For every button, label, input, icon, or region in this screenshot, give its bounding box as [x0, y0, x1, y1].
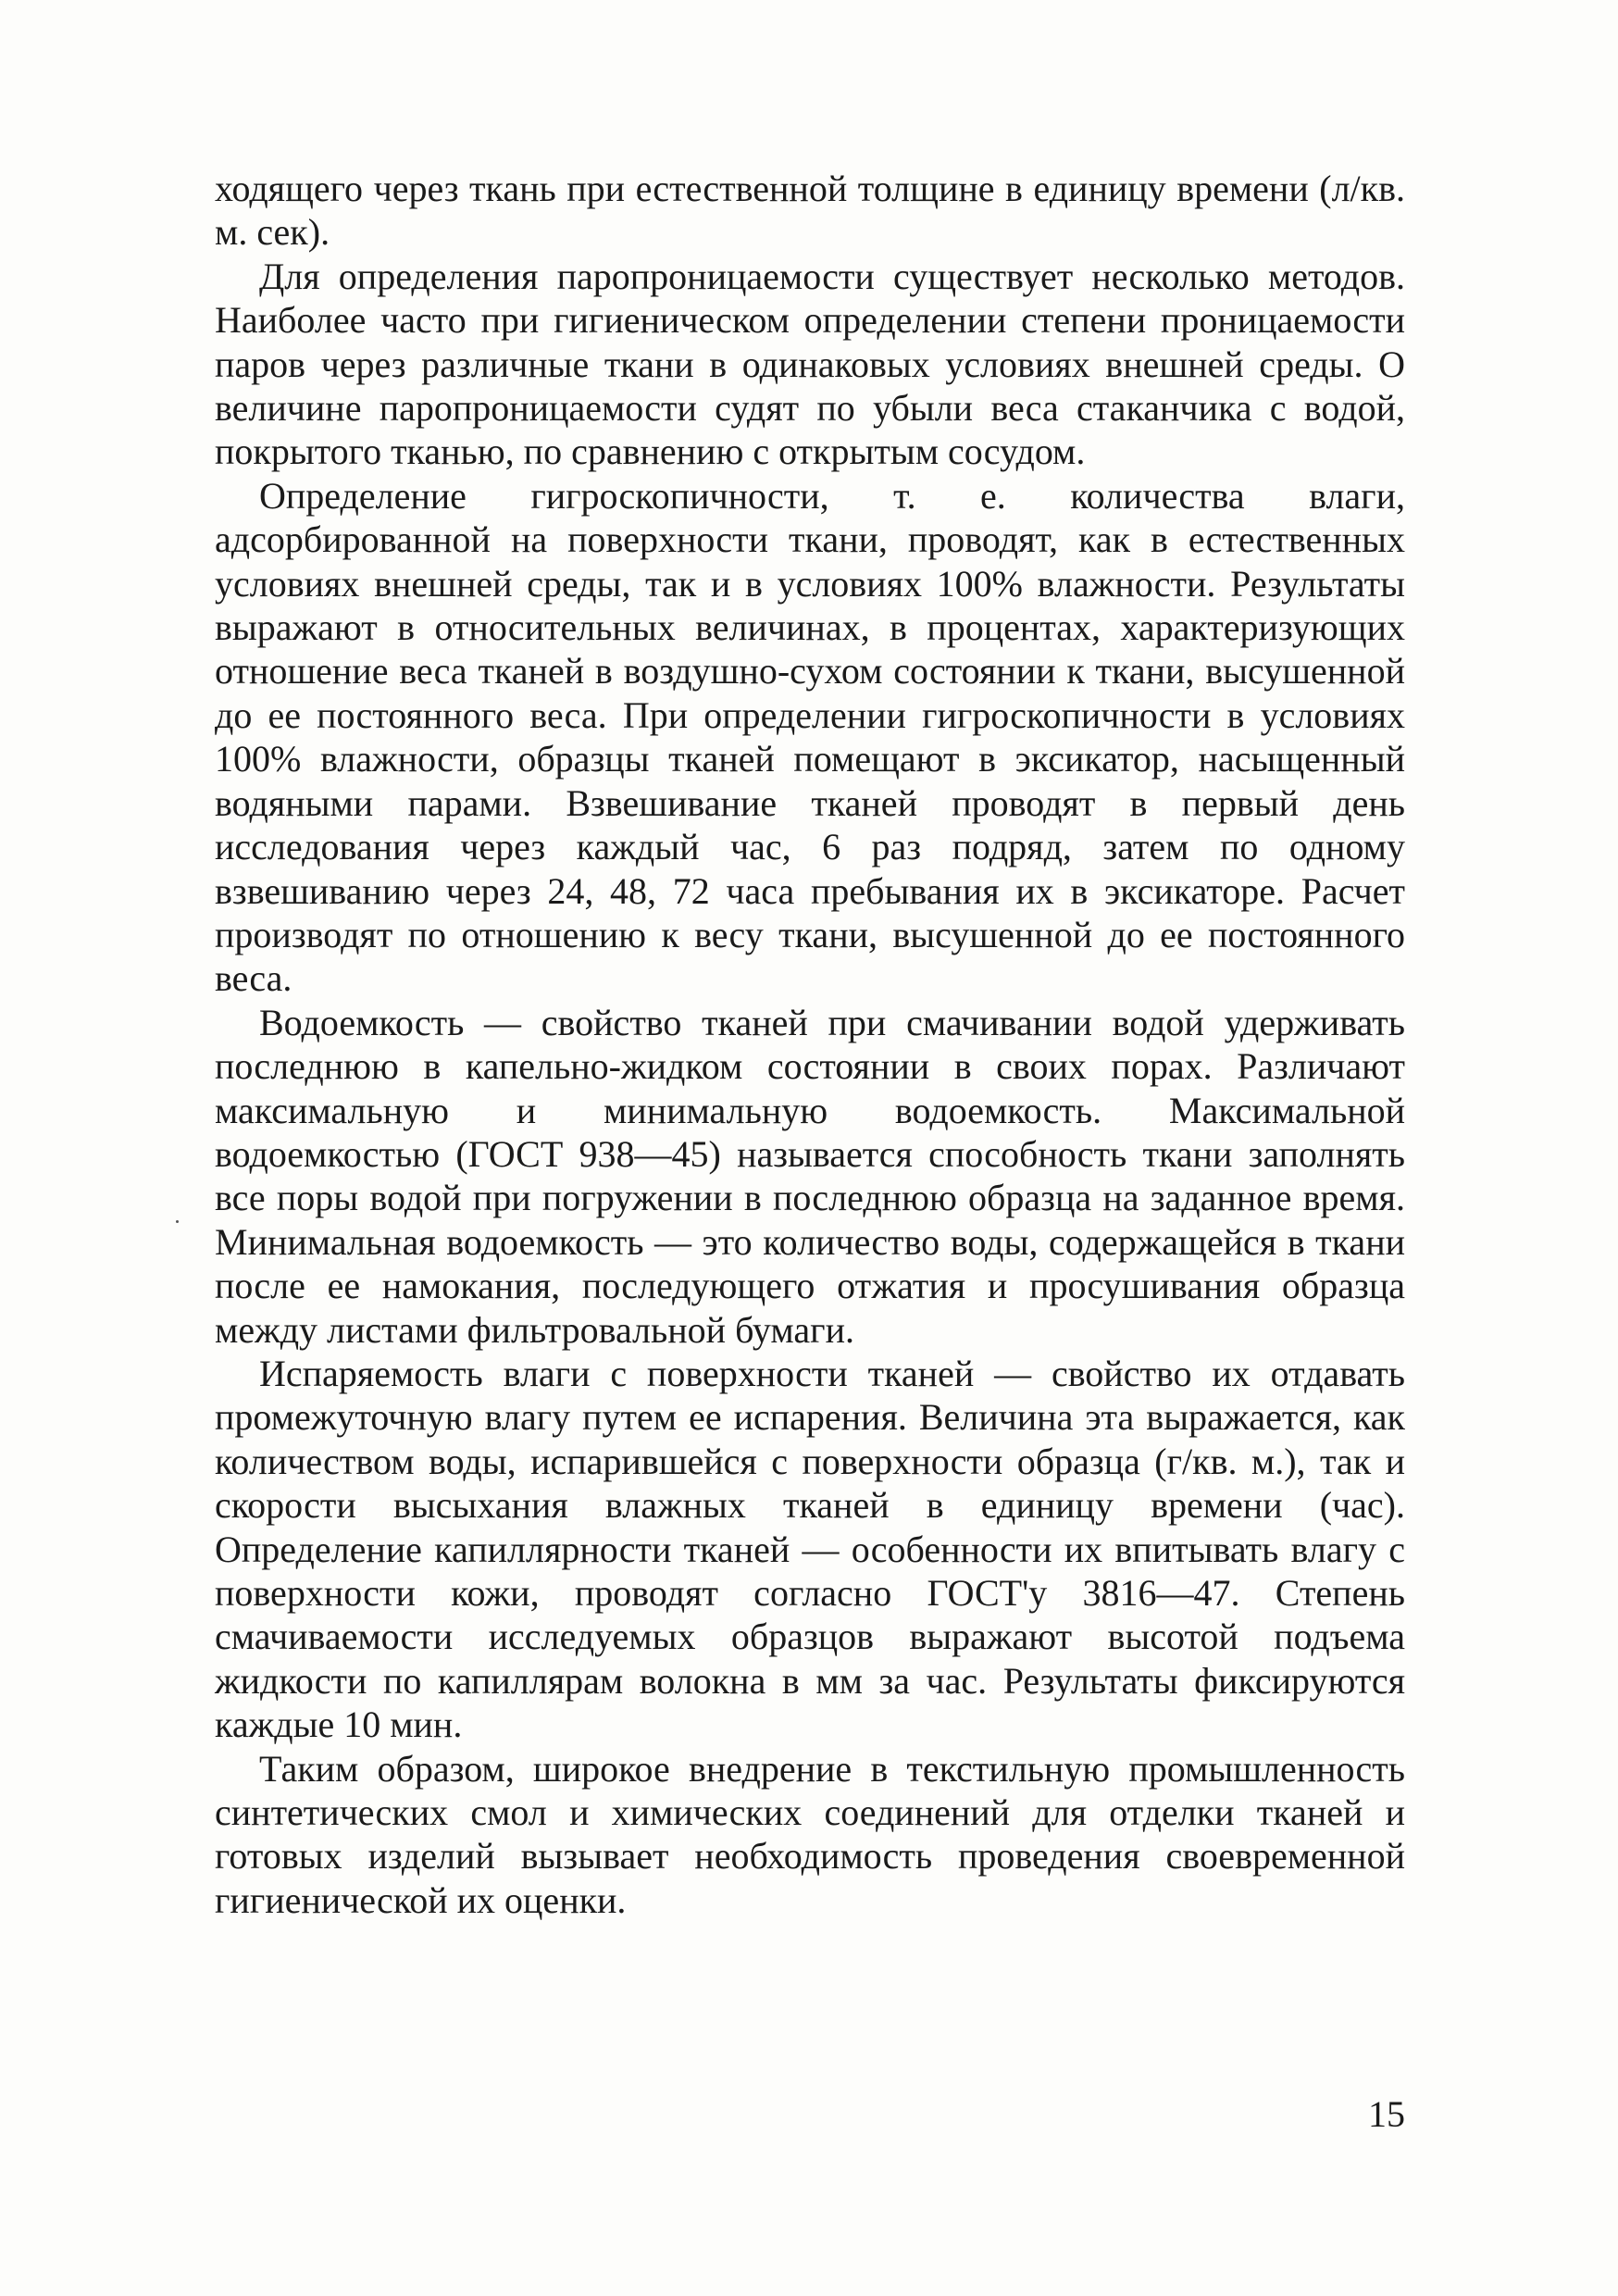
paragraph-conclusion: Таким образом, широкое внедрение в текстильную промышленность синтетических смол и химических соединений для отделки тканей и готовых изделий вызывает необходимость проведения своевременной гигиенической их оценки. — [215, 1747, 1405, 1921]
scan-speck — [176, 1220, 179, 1223]
page-number: 15 — [1368, 2093, 1405, 2135]
paragraph-water-capacity: Водоемкость — свойство тканей при смачивании водой удерживать последнюю в капельно-жидком состоянии в своих порах. Различают максимальную и минимальную водоемкость. Максимальной водоемкостью (ГОСТ 938—45) называется способность ткани заполнять все поры водой при погружении в последнюю образца на заданное время. Минимальная водоемкость — это количество воды, содержащейся в ткани после ее намокания, последующего отжатия и просушивания образца между листами фильтровальной бумаги. — [215, 1001, 1405, 1351]
paragraph-hygroscopicity: Определение гигроскопичности, т. е. количества влаги, адсорбированной на поверхности ткани, проводят, как в естественных условиях внешней среды, так и в условиях 100% влажности. Результаты выражают в относительных величинах, в процентах, характеризующих отношение веса тканей в воздушно-сухом состоянии к ткани, высушенной до ее постоянного веса. При определении гигроскопичности в условиях 100% влажности, образцы тканей помещают в эксикатор, насыщенный водяными парами. Взвешивание тканей проводят в первый день исследования через каждый час, 6 раз подряд, затем по одному взвешиванию через 24, 48, 72 часа пребывания их в эксикаторе. Расчет производят по отношению к весу ткани, высушенной до ее постоянного веса. — [215, 474, 1405, 1000]
paragraph-evaporation: Испаряемость влаги с поверхности тканей — свойство их отдавать промежуточную влагу путем ее испарения. Величина эта выражается, как количеством воды, испарившейся с поверхности образца (г/кв. м.), так и скорости высыхания влажных тканей в единицу времени (час). Определение капиллярности тканей — особенности их впитывать влагу с поверхности кожи, проводят согласно ГОСТ'у 3816—47. Степень смачиваемости исследуемых образцов выражают высотой подъема жидкости по капиллярам волокна в мм за час. Результаты фиксируются каждые 10 мин. — [215, 1352, 1405, 1746]
paragraph-vapor-permeability: Для определения паропроницаемости существует несколько методов. Наиболее часто при гигиеническом определении степени проницаемости паров через различные ткани в одинаковых условиях внешней среды. О величине паропроницаемости судят по убыли веса стаканчика с водой, покрытого тканью, по сравнению с открытым сосудом. — [215, 255, 1405, 473]
paragraph-continuation: ходящего через ткань при естественной толщине в единицу времени (л/кв. м. сек). — [215, 168, 1405, 254]
body-text — [215, 167, 1405, 1922]
